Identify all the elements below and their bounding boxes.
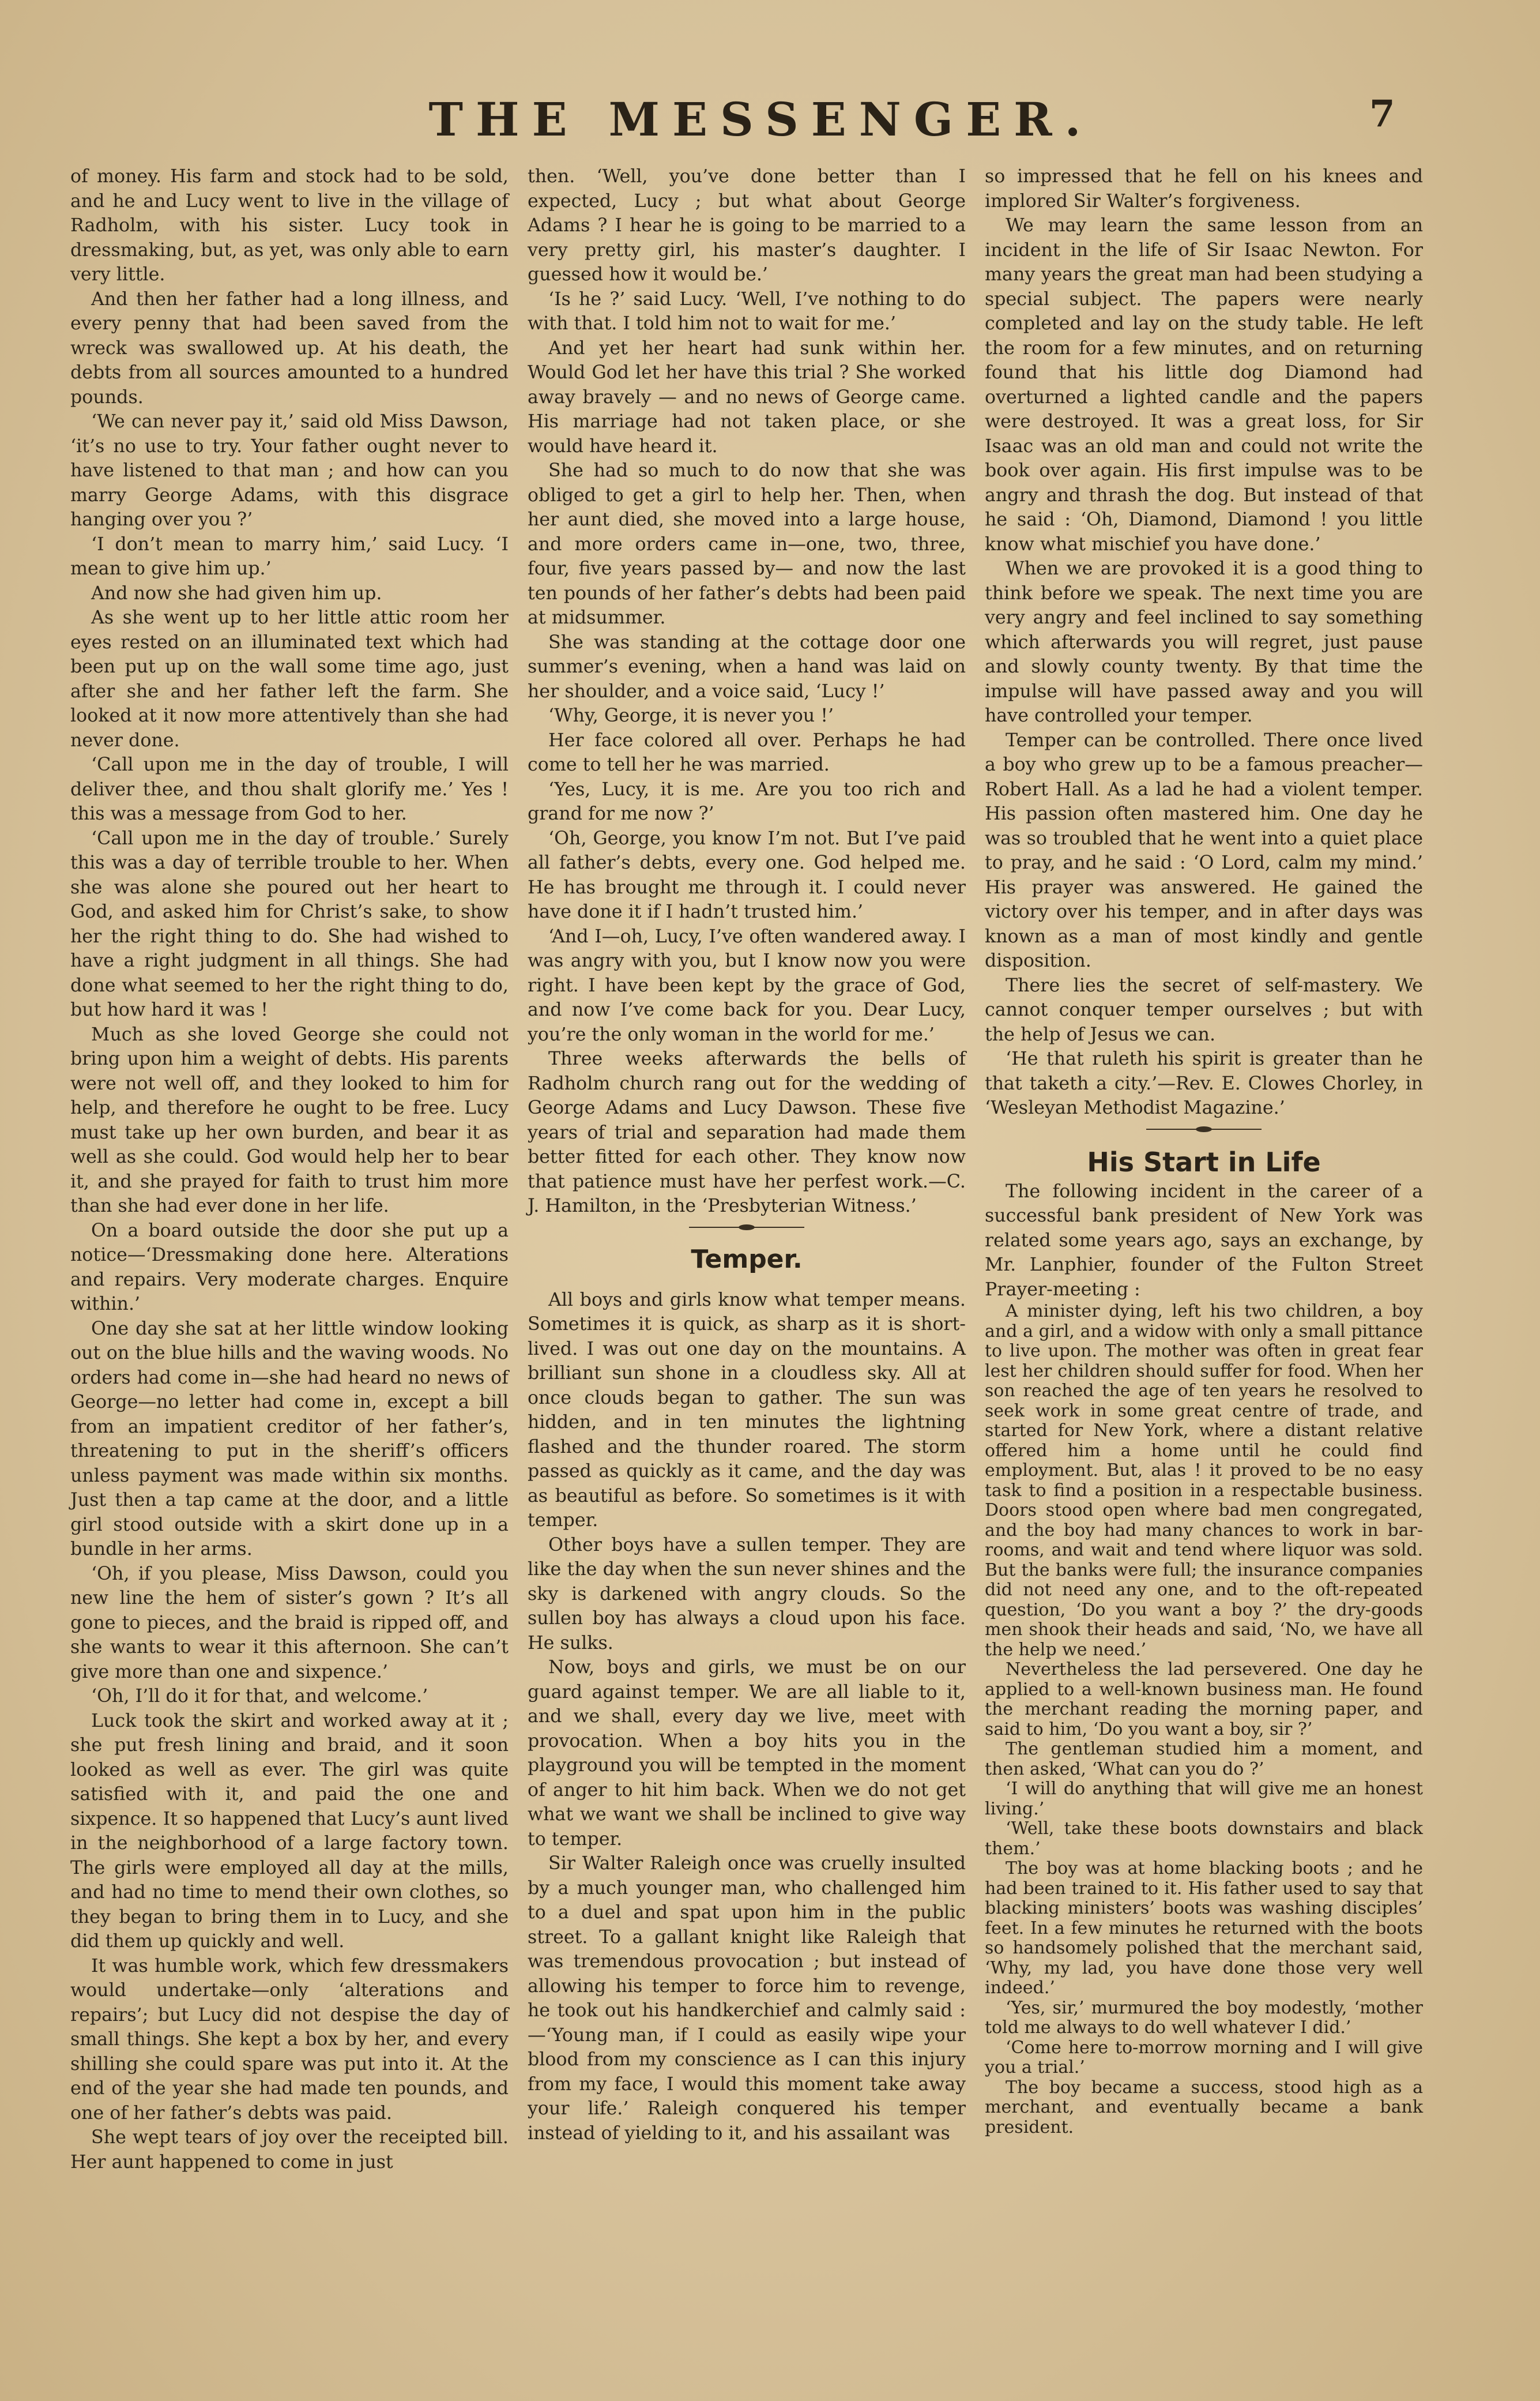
paragraph: ‘Is he ?’ said Lucy. ‘Well, I’ve nothing to do with that. I told him not to wait for me.’	[528, 288, 966, 334]
paragraph: of money. His farm and stock had to be sold, and he and Lucy went to live in the village of Radholm, with his sister. Lucy took in dressmaking, but, as yet, was only able to earn very little.	[70, 166, 509, 285]
page-number: 7	[1369, 92, 1395, 136]
paragraph: ‘And I—oh, Lucy, I’ve often wandered away. I was angry with you, but I know now you were right. I have been kept by the grace of God, and now I’ve come back for you. Dear Lucy, you’re the only woman in the world for me.’	[528, 926, 966, 1045]
paragraph: Other boys have a sullen temper. They are like the day when the sun never shines and the sky is darkened with angry clouds. So the sullen boy has always a cloud upon his face. He sulks.	[528, 1534, 966, 1654]
paragraph: The boy was at home blacking boots ; and he had been trained to it. His father used to say that blacking ministers’ boots was washing disciples’ feet. In a few minutes he returned with the boots so handsomely polished that the merchant said, ‘Why, my lad, you have done those very well indeed.’	[985, 1858, 1423, 1998]
paragraph: ‘Call upon me in the day of trouble.’ Surely this was a day of terrible trouble to her. When she was alone she poured out her heart to God, and asked him for Christ’s sake, to show her the right thing to do. She had wished to have a right judgment in all things. She had done what seemed to her the right thing to do, but how hard it was !	[70, 828, 509, 1020]
column-1	[70, 164, 509, 2174]
paragraph: There lies the secret of self-mastery. We cannot conquer temper ourselves ; but with the help of Jesus we can.	[985, 975, 1423, 1045]
paragraph: Luck took the skirt and worked away at it ; she put fresh lining and braid, and it soon looked as well as ever. The girl was quite satisfied with it, and paid the one and sixpence. It so happened that Lucy’s aunt lived in the neighborhood of a large factory town. The girls were employed all day at the mills, and had no time to mend their own clothes, so they began to bring them in to Lucy, and she did them up quickly and well.	[70, 1710, 509, 1952]
paragraph: Nevertheless the lad persevered. One day he applied to a well-known business man. He found the merchant reading the morning paper, and said to him, ‘Do you want a boy, sir ?’	[985, 1659, 1423, 1739]
paragraph: Temper can be controlled. There once lived a boy who grew up to be a famous preacher—Robert Hall. As a lad he had a violent temper. His passion often mastered him. One day he was so troubled that he went into a quiet place to pray, and he said : ‘O Lord, calm my mind.’ His prayer was answered. He gained the victory over his temper, and in after days was known as a man of most kindly and gentle disposition.	[985, 730, 1423, 971]
paragraph: The gentleman studied him a moment, and then asked, ‘What can you do ?’	[985, 1739, 1423, 1779]
paragraph: She had so much to do now that she was obliged to get a girl to help her. Then, when her aunt died, she moved into a large house, and more orders came in—one, two, three, four, five years passed by— and now the last ten pounds of her father’s debts had been paid at midsummer.	[528, 460, 966, 628]
paragraph: A minister dying, left his two children, a boy and a girl, and a widow with only a small pittance to live upon. The mother was often in great fear lest her children should suffer for food. When her son reached the age of ten years he resolved to seek work in some great centre of trade, and started for New York, where a distant relative offered him a home until he could find employment. But, alas ! it proved to be no easy task to find a position in a respectable business. Doors stood open where bad men congregated, and the boy had many chances to work in bar-rooms, and wait and tend where liquor was sold. But the banks were full; the insurance companies did not need any one, and to the oft-repeated question, ‘Do you want a boy ?’ the dry-goods men shook their heads and said, ‘No, we have all the help we need.’	[985, 1301, 1423, 1660]
paragraph: ‘Oh, I’ll do it for that, and welcome.’	[91, 1686, 428, 1707]
paragraph: And now she had given him up.	[91, 583, 382, 604]
article-heading-his-start-in-life: His Start in Life	[1087, 1146, 1321, 1178]
paragraph: ‘Yes, Lucy, it is me. Are you too rich and grand for me now ?’	[528, 779, 966, 824]
section-divider	[689, 1222, 804, 1233]
paragraph: When we are provoked it is a good thing to think before we speak. The next time you are very angry and feel inclined to say something which afterwards you will regret, just pause and slowly county twenty. By that time the impulse will have passed away and you will have controlled your temper.	[985, 558, 1423, 726]
masthead	[0, 92, 1540, 156]
paragraph: then. ‘Well, you’ve done better than I expected, Lucy ; but what about George Adams ? I hear he is going to be married to a very pretty girl, his master’s daughter. I guessed how it would be.’	[528, 166, 966, 285]
paragraph: ‘I will do anything that will give me an honest living.’	[985, 1779, 1423, 1819]
paragraph: ‘Yes, sir,’ murmured the boy modestly, ‘mother told me always to do well whatever I did.’	[985, 1997, 1423, 2038]
paragraph: ‘Well, take these boots downstairs and black them.’	[985, 1818, 1423, 1859]
paragraph: And yet her heart had sunk within her. Would God let her have this trial ? She worked away bravely — and no news of George came. His marriage had not taken place, or she would have heard it.	[528, 337, 966, 457]
paragraph: The following incident in the career of a successful bank president of New York was related some years ago, says an exchange, by Mr. Lanphier, founder of the Fulton Street Prayer-meeting :	[985, 1181, 1423, 1300]
paragraph: And then her father had a long illness, and every penny that had been saved from the wreck was swallowed up. At his death, the debts from all sources amounted to a hundred pounds.	[70, 288, 509, 408]
paragraph: ‘He that ruleth his spirit is greater than he that taketh a city.’—Rev. E. Clowes Chorley, in ‘Wesleyan Methodist Magazine.’	[985, 1049, 1423, 1118]
section-divider	[1146, 1124, 1262, 1134]
paragraph: so impressed that he fell on his knees and implored Sir Walter’s forgiveness.	[985, 166, 1423, 212]
paragraph: Sir Walter Raleigh once was cruelly insulted by a much younger man, who challenged him to a duel and spat upon him in the public street. To a gallant knight like Raleigh that was tremendous provocation ; but instead of allowing his temper to force him to revenge, he took out his handkerchief and calmly said :—‘Young man, if I could as easily wipe your blood from my conscience as I can this injury from my face, I would this moment take away your life.’ Raleigh conquered his temper instead of yielding to it, and his assailant was	[528, 1853, 966, 2144]
column-3	[985, 164, 1423, 2137]
paragraph: As she went up to her little attic room her eyes rested on an illuminated text which had been put up on the wall some time ago, just after she and her father left the farm. She looked at it now more attentively than she had never done.	[70, 607, 509, 751]
paragraph: On a board outside the door she put up a notice—‘Dressmaking done here. Alterations and repairs. Very moderate charges. Enquire within.’	[70, 1220, 509, 1314]
paragraph: Her face colored all over. Perhaps he had come to tell her he was married.	[528, 730, 966, 775]
paragraph: ‘Why, George, it is never you !’	[548, 705, 834, 726]
paragraph: Three weeks afterwards the bells of Radholm church rang out for the wedding of George Adams and Lucy Dawson. These five years of trial and separation had made them better fitted for each other. They know now that patience must have her perfest work.—C. J. Hamilton, in the ‘Presbyterian Witness.’	[528, 1049, 966, 1216]
publication-title: THE MESSENGER.	[428, 92, 1094, 146]
article-heading-temper: Temper.	[691, 1244, 803, 1274]
paragraph: We may learn the same lesson from an incident in the life of Sir Isaac Newton. For many years the great man had been studying a special subject. The papers were nearly completed and lay on the study table. He left the room for a few minutes, and on returning found that his little dog Diamond had overturned a lighted candle and the papers were destroyed. It was a great loss, for Sir Isaac was an old man and could not write the book over again. His first impulse was to be angry and thrash the dog. But instead of that he said : ‘Oh, Diamond, Diamond ! you little know what mischief you have done.’	[985, 215, 1423, 555]
paragraph: ‘Come here to-morrow morning and I will give you a trial.’	[985, 2037, 1423, 2077]
paragraph: ‘Oh, if you please, Miss Dawson, could you new line the hem of sister’s gown ? It’s all gone to pieces, and the braid is ripped off, and she wants to wear it this afternoon. She can’t give more than one and sixpence.’	[70, 1563, 509, 1682]
paragraph: The boy became a success, stood high as a merchant, and eventually became a bank president.	[985, 2077, 1423, 2137]
paragraph: It was humble work, which few dressmakers would undertake—only ‘alterations and repairs’; but Lucy did not despise the day of small things. She kept a box by her, and every shilling she could spare was put into it. At the end of the year she had made ten pounds, and one of her father’s debts was paid.	[70, 1955, 509, 2124]
paragraph: ‘Oh, George, you know I’m not. But I’ve paid all father’s debts, every one. God helped me. He has brought me through it. I could never have done it if I hadn’t trusted him.’	[528, 828, 966, 922]
paragraph: All boys and girls know what temper means. Sometimes it is quick, as sharp as it is short-lived. I was out one day on the mountains. A brilliant sun shone in a cloudless sky. All at once clouds began to gather. The sun was hidden, and in ten minutes the lightning flashed and the thunder roared. The storm passed as quickly as it came, and the day was as beautiful as before. So sometimes is it with temper.	[528, 1289, 966, 1531]
paragraph: She was standing at the cottage door one summer’s evening, when a hand was laid on her shoulder, and a voice said, ‘Lucy !’	[528, 632, 966, 702]
paragraph: Much as she loved George she could not bring upon him a weight of debts. His parents were not well off, and they looked to him for help, and therefore he ought to be free. Lucy must take up her own burden, and bear it as well as she could. God would help her to bear it, and she prayed for faith to trust him more than she had ever done in her life.	[70, 1024, 509, 1216]
paragraph: She wept tears of joy over the receipted bill. Her aunt happened to come in just	[70, 2127, 509, 2173]
column-2	[528, 164, 966, 2146]
paragraph: ‘I don’t mean to marry him,’ said Lucy. ‘I mean to give him up.’	[70, 533, 509, 579]
paragraph: One day she sat at her little window looking out on the blue hills and the waving woods. No orders had come in—she had heard no news of George—no letter had come in, except a bill from an impatient creditor of her father’s, threatening to put in the sheriff’s officers unless payment was made within six months. Just then a tap came at the door, and a little girl stood outside with a skirt done up in a bundle in her arms.	[70, 1318, 509, 1560]
paragraph: ‘Call upon me in the day of trouble, I will deliver thee, and thou shalt glorify me.’ Yes ! this was a message from God to her.	[70, 754, 509, 824]
paragraph: ‘We can never pay it,’ said old Miss Dawson, ‘it’s no use to try. Your father ought never to have listened to that man ; and how can you marry George Adams, with this disgrace hanging over you ?’	[70, 411, 509, 530]
paragraph: Now, boys and girls, we must be on our guard against temper. We are all liable to it, and we shall, every day we live, meet with provocation. When a boy hits you in the playground you will be tempted in the moment of anger to hit him back. When we do not get what we want we shall be inclined to give way to temper.	[528, 1657, 966, 1850]
